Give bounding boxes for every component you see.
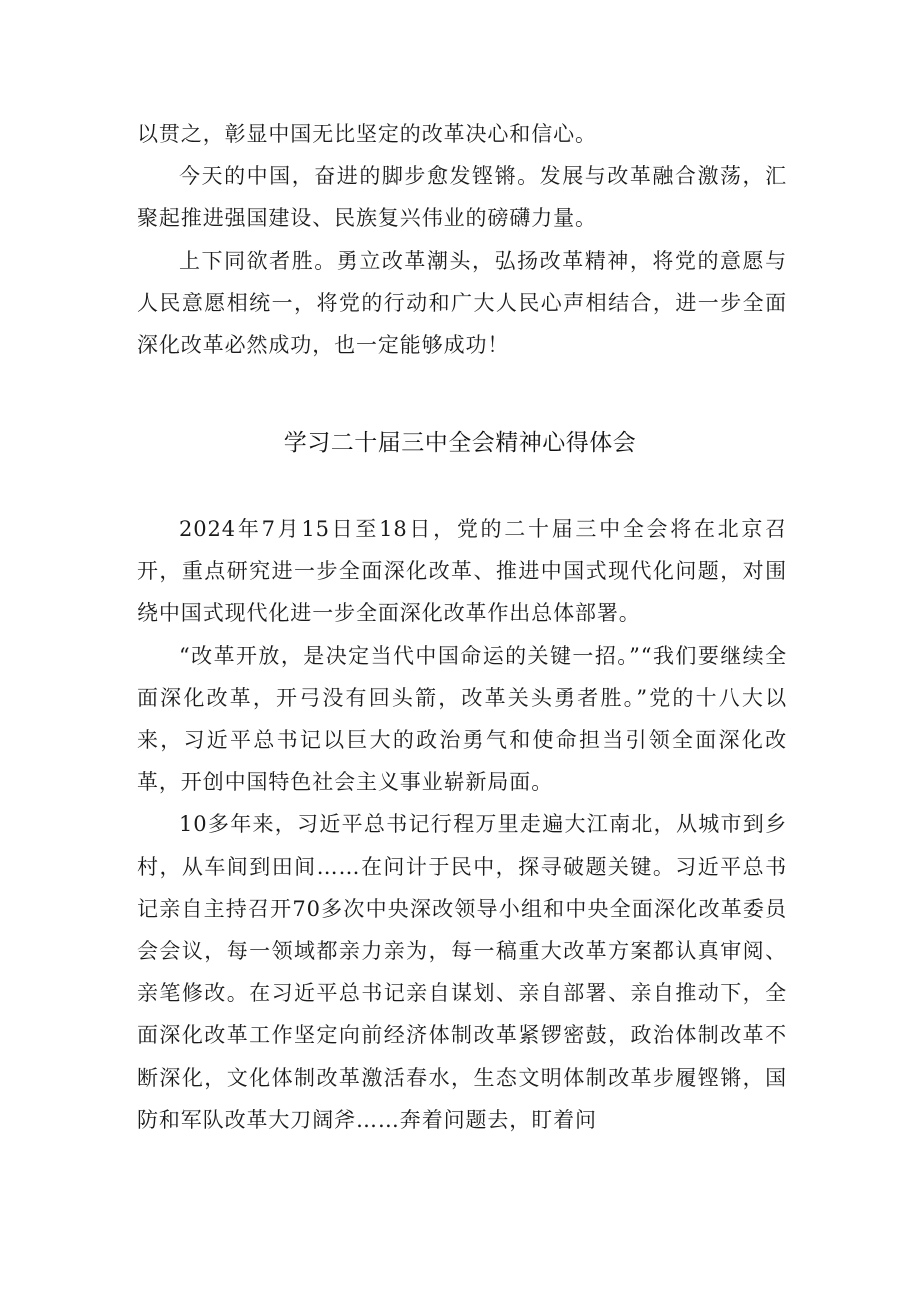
article-body <box>137 508 787 1141</box>
paragraph: “改革开放，是决定当代中国命运的关键一招。”“我们要继续全面深化改革，开弓没有回头箭，改革关头勇者胜。”党的十八大以来，习近平总书记以巨大的政治勇气和使命担当引领全面深化改革，开创中国特色社会主义事业崭新局面。 <box>137 643 787 795</box>
paragraph-continuation: 以贯之，彰显中国无比坚定的改革决心和信心。 <box>137 122 597 146</box>
article-title: 学习二十届三中全会精神心得体会 <box>283 430 637 456</box>
previous-article-ending <box>137 113 787 366</box>
paragraph: 上下同欲者胜。勇立改革潮头，弘扬改革精神，将党的意愿与人民意愿相统一，将党的行动和广大人民心声相结合，进一步全面深化改革必然成功，也一定能够成功！ <box>137 248 787 358</box>
paragraph: 今天的中国，奋进的脚步愈发铿锵。发展与改革融合激荡，汇聚起推进强国建设、民族复兴伟业的磅礴力量。 <box>137 164 787 231</box>
paragraph: 2024年7月15日至18日，党的二十届三中全会将在北京召开，重点研究进一步全面深化改革、推进中国式现代化问题，对围绕中国式现代化进一步全面深化改革作出总体部署。 <box>137 517 787 626</box>
paragraph: 10多年来，习近平总书记行程万里走遍大江南北，从城市到乡村，从车间到田间……在问计于民中，探寻破题关键。习近平总书记亲自主持召开70多次中央深改领导小组和中央全面深化改革委员会会议，每一领域都亲力亲为，每一稿重大改革方案都认真审阅、亲笔修改。在习近平总书记亲自谋划、亲自部署、亲自推动下，全面深化改革工作坚定向前经济体制改革紧锣密鼓，政治体制改革不断深化，文化体制改革激活春水，生态文明体制改革步履铿锵，国防和军队改革大刀阔斧……奔着问题去，盯着问 <box>137 812 787 1132</box>
